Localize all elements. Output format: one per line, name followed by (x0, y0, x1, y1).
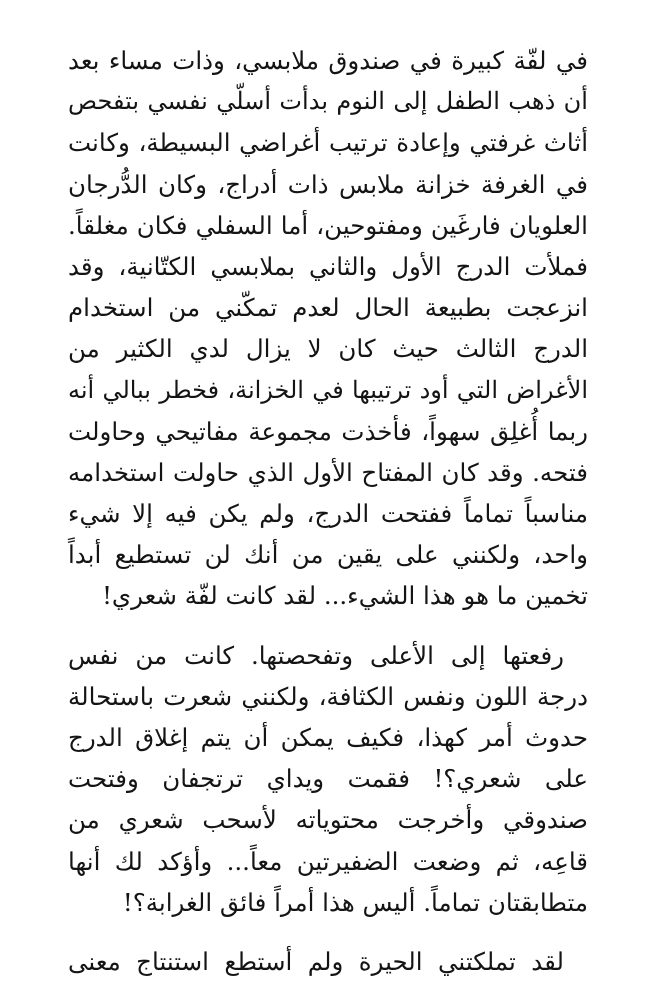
text-line: حدوث أمر كهذا، فكيف يمكن أن يتم إغلاق الدرج (68, 723, 588, 752)
text-line: فملأت الدرج الأول والثاني بملابسي الكتّانية، وقد (68, 251, 588, 281)
text-line: لقد تملكتني الحيرة ولم أستطع استنتاج معنى (68, 946, 564, 976)
text-line: في الغرفة خزانة ملابس ذات أدراج، وكان الدُّرجان (68, 169, 588, 199)
text-line: مناسباً تماماً ففتحت الدرج، ولم يكن فيه إلا شيء (68, 499, 588, 529)
text-line: الأغراض التي أود ترتيبها في الخزانة، فخطر ببالي أنه (68, 375, 588, 404)
text-line: الدرج الثالث حيث كان لا يزال لدي الكثير من (68, 334, 588, 364)
paragraph (68, 635, 588, 923)
paragraph (68, 40, 588, 617)
text-line: في لفّة كبيرة في صندوق ملابسي، وذات مساء بعد (68, 46, 588, 75)
text-line: انزعجت بطبيعة الحال لعدم تمكّني من استخدام (68, 293, 588, 323)
text-line: صندوقي وأخرجت محتوياته لأسحب شعري من (68, 805, 588, 835)
text-line: قاعِه، ثم وضعت الضفيرتين معاً... وأؤكد لك أنها (68, 846, 588, 876)
text-line: ربما أُغلِق سهواً، فأخذت مجموعة مفاتيحي وحاولت (68, 416, 588, 446)
text-line: العلويان فارغَين ومفتوحين، أما السفلي فكان مغلقاً. (68, 210, 588, 240)
book-page (68, 40, 588, 982)
text-line: أثاث غرفتي وإعادة ترتيب أغراضي البسيطة، وكانت (68, 128, 588, 158)
text-line: أن ذهب الطفل إلى النوم بدأت أسلّي نفسي بتفحص (68, 87, 588, 116)
paragraph (68, 941, 588, 982)
text-line: واحد، ولكنني على يقين من أنك لن تستطيع أبداً (68, 540, 588, 570)
text-line: درجة اللون ونفس الكثافة، ولكنني شعرت باستحالة (68, 681, 588, 711)
text-line: تخمين ما هو هذا الشيء... لقد كانت لفّة شعري! (102, 581, 588, 611)
text-line: فتحه. وقد كان المفتاح الأول الذي حاولت استخدامه (68, 457, 588, 487)
text-line: متطابقتان تماماً. أليس هذا أمراً فائق الغرابة؟! (122, 887, 588, 917)
text-line: رفعتها إلى الأعلى وتفحصتها. كانت من نفس (68, 640, 564, 670)
text-line: على شعري؟! فقمت ويداي ترتجفان وفتحت (68, 764, 588, 794)
